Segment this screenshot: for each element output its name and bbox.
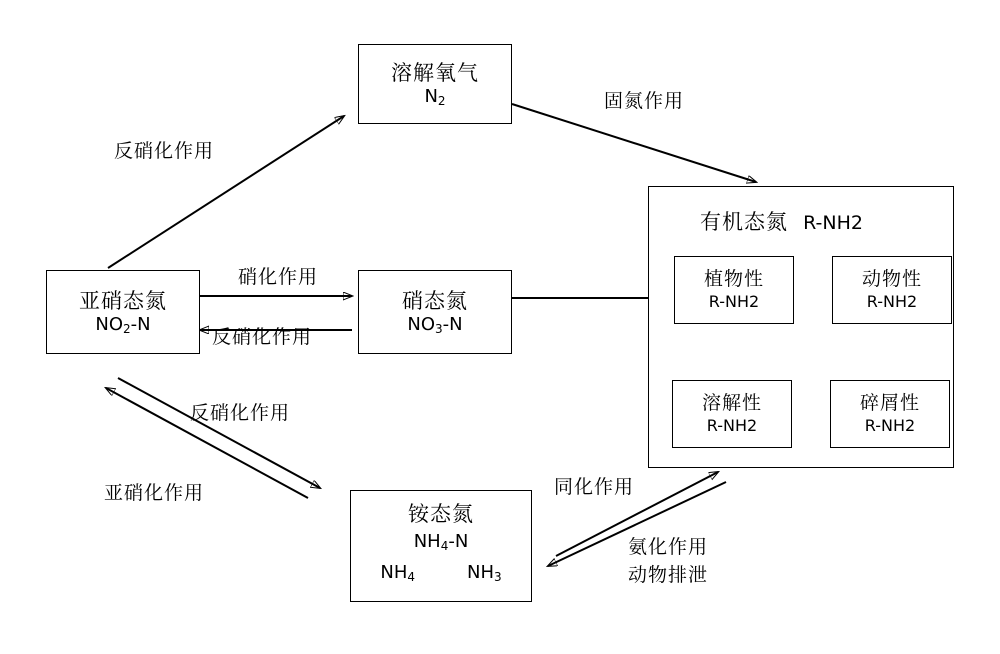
node-dissolved-oxygen-label: 溶解氧气 — [391, 60, 479, 85]
edge-label-denitrification-mid: 反硝化作用 — [212, 326, 313, 348]
ammonium-nh3: NH3 — [467, 561, 502, 584]
edge-label-nitrogen-fixation: 固氮作用 — [604, 90, 685, 112]
equilibrium-arrow-icon — [419, 568, 463, 578]
node-detritus-organic-n — [830, 380, 950, 448]
node-dissolved-organic-n — [672, 380, 792, 448]
edge-label-denitrification-top: 反硝化作用 — [114, 140, 215, 162]
node-nitrite-formula: NO2-N — [95, 313, 151, 336]
node-animal-organic-n — [832, 256, 952, 324]
node-nitrite-label: 亚硝态氮 — [79, 288, 167, 313]
node-plant-label: 植物性 — [703, 268, 764, 291]
node-ammonium — [350, 490, 532, 602]
node-ammonium-equilibrium — [380, 562, 501, 585]
node-ammonium-label: 铵态氮 — [408, 502, 474, 526]
group-organic-nitrogen-title: 有机态氮 R-NH2 — [700, 210, 863, 234]
node-nitrate-formula: NO3-N — [407, 313, 463, 336]
node-dissolved-oxygen — [358, 44, 512, 124]
node-dissolved-formula: R-NH2 — [706, 415, 758, 435]
edge-label-denitrification-lower: 反硝化作用 — [190, 402, 291, 424]
node-animal-formula: R-NH2 — [866, 291, 918, 311]
node-detritus-label: 碎屑性 — [859, 392, 920, 415]
node-animal-label: 动物性 — [861, 268, 922, 291]
node-nitrate-label: 硝态氮 — [402, 288, 468, 313]
node-dissolved-oxygen-formula: N2 — [424, 85, 446, 108]
edge-label-nitritation: 亚硝化作用 — [104, 482, 205, 504]
ammonium-nh4: NH4 — [380, 561, 415, 584]
node-detritus-formula: R-NH2 — [864, 415, 916, 435]
edge-label-ammonification: 氨化作用 — [628, 536, 709, 558]
node-nitrite — [46, 270, 200, 354]
node-ammonium-formula: NH4-N — [413, 531, 469, 554]
edge-label-animal-excretion: 动物排泄 — [628, 564, 709, 586]
edge-label-nitrification: 硝化作用 — [238, 266, 319, 288]
edge-label-assimilation: 同化作用 — [554, 476, 635, 498]
node-plant-organic-n — [674, 256, 794, 324]
node-plant-formula: R-NH2 — [708, 291, 760, 311]
node-nitrate — [358, 270, 512, 354]
node-dissolved-label: 溶解性 — [701, 392, 762, 415]
